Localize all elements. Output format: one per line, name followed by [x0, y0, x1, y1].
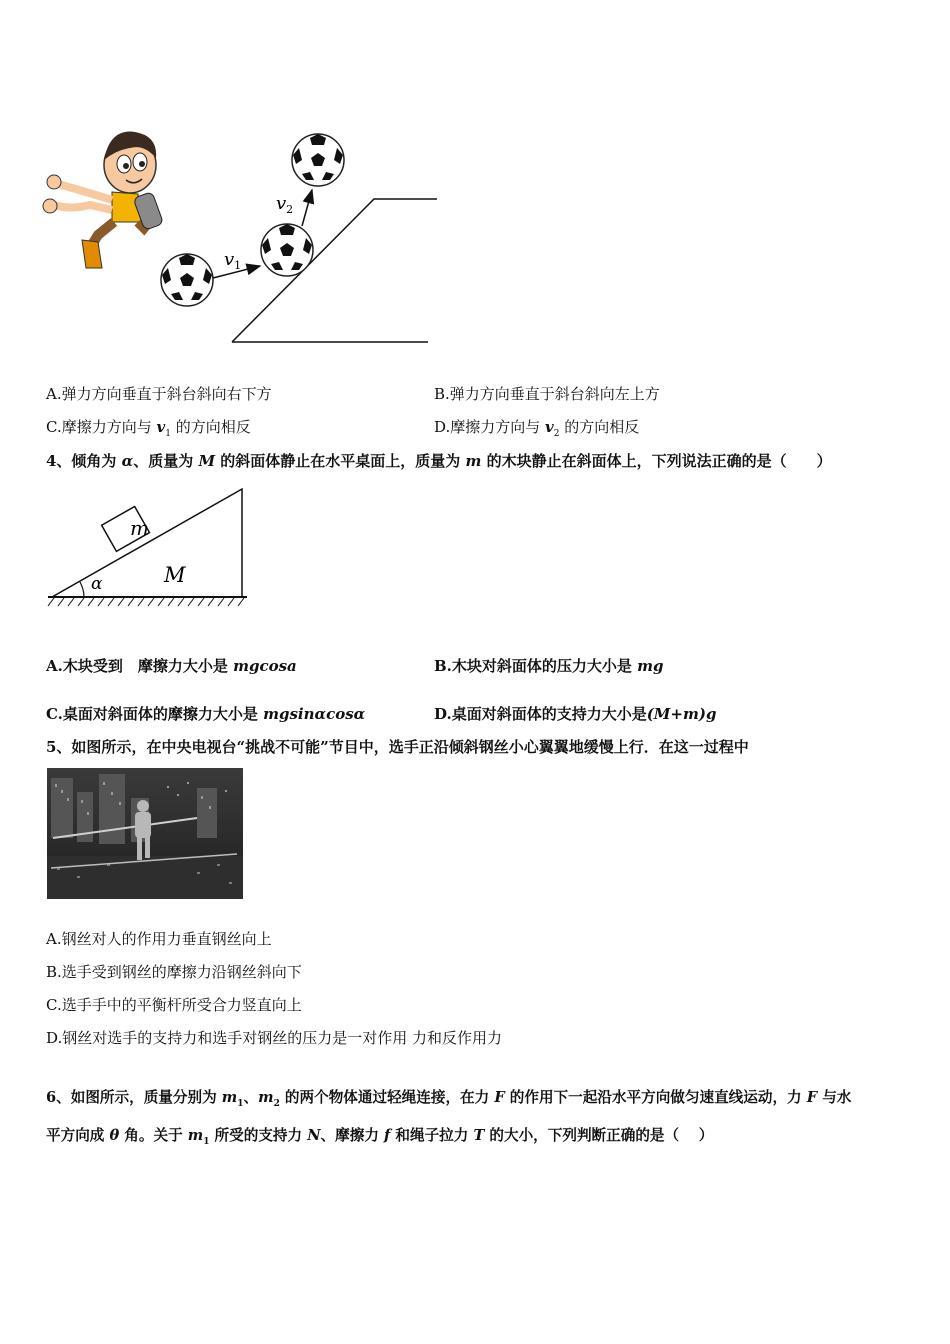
v1-label: v — [224, 249, 235, 270]
q6-l2-f2: 的大小，下列判断正确的是（ ） — [484, 1127, 714, 1144]
q4-option-b-text: B.木块对斜面体的压力大小是 — [434, 657, 638, 675]
block-label: m — [130, 516, 149, 540]
q6-l2-d: 、摩擦力 — [320, 1127, 385, 1144]
q5-option-a: A.钢丝对人的作用力垂直钢丝向上 — [46, 930, 272, 948]
cartoon-boy-illustration — [43, 132, 164, 268]
q3-option-b: B.弹力方向垂直于斜台斜向左上方 — [434, 385, 660, 403]
q4-figure — [46, 485, 251, 610]
incline-outline — [232, 199, 437, 342]
q6-stem-line-2 — [46, 1126, 713, 1152]
angle-label: α — [91, 574, 103, 594]
q6-l1-c: 的两个物体通过轻绳连接，在力 — [279, 1089, 495, 1106]
q4-option-c-expr: mgsinαcosα — [263, 705, 366, 723]
q6-l1-a: 6、如图所示，质量分别为 — [46, 1089, 222, 1106]
q3-option-c-text: C.摩擦力方向与 — [46, 418, 157, 436]
v2-subscript: 2 — [286, 203, 294, 216]
q6-l1-b: 、 — [243, 1089, 259, 1106]
q3-option-c-var: v — [156, 418, 166, 436]
q6-stem-line-1 — [46, 1088, 851, 1114]
q4-option-a — [46, 656, 297, 676]
q6-l1-d: 的作用下一起沿水平方向做匀速直线运动，力 — [504, 1089, 807, 1106]
q6-l2-a: 平方向成 — [46, 1127, 110, 1144]
q6-l2-theta: θ — [109, 1127, 120, 1144]
q4-stem-3: 的斜面体静止在水平桌面上，质量为 — [215, 452, 466, 470]
q6-l2-b: 角。关于 — [119, 1127, 188, 1144]
q4-option-d-expr: (M+m)g — [646, 705, 717, 723]
q3-figure — [40, 110, 460, 355]
q3-option-d — [434, 417, 639, 444]
q3-option-c — [46, 417, 251, 444]
q4-stem-2: 、质量为 — [133, 452, 199, 470]
v2-arrow — [302, 190, 312, 226]
q4-stem-1: 4、倾角为 — [46, 452, 122, 470]
incline-triangle — [52, 489, 242, 597]
svg-text:v1 — [224, 249, 241, 272]
q6-l2-T: T — [473, 1127, 485, 1144]
q4-option-c — [46, 704, 365, 724]
q6-l2-m1: m — [187, 1127, 204, 1144]
q4-stem-M: M — [198, 452, 216, 470]
v2-label: v — [276, 193, 287, 214]
q6-l1-m1-sub: 1 — [237, 1098, 244, 1109]
angle-arc — [80, 582, 84, 597]
q4-option-d-text: D.桌面对斜面体的支持力大小是 — [434, 705, 647, 723]
q5-option-c: C.选手手中的平衡杆所受合力竖直向上 — [46, 996, 302, 1014]
q3-option-c-sub: 1 — [165, 429, 171, 439]
incline-label: M — [164, 563, 186, 587]
q4-option-b-expr: mg — [637, 657, 664, 675]
q3-option-d-sub: 2 — [553, 429, 560, 439]
soccer-ball-3 — [292, 134, 344, 186]
q4-stem-alpha: α — [121, 452, 134, 470]
q4-option-a-text: A.木块受到 摩擦力大小是 — [46, 657, 234, 675]
q6-l2-e: 和绳子拉力 — [390, 1127, 474, 1144]
ground-hatching — [48, 598, 244, 606]
q3-option-d-var: v — [545, 418, 554, 436]
q4-option-c-text: C.桌面对斜面体的摩擦力大小是 — [46, 705, 264, 723]
q3-option-c-tail: 的方向相反 — [170, 418, 251, 436]
q6-l2-N: N — [307, 1127, 321, 1144]
q4-option-a-expr: mgcosa — [233, 657, 297, 675]
q6-l2-c: 所受的支持力 — [209, 1127, 308, 1144]
q6-l1-F2: F — [806, 1089, 818, 1106]
q4-stem — [46, 451, 832, 471]
q6-l1-m2-sub: 2 — [273, 1098, 280, 1109]
q6-l1-e: 与水 — [817, 1089, 852, 1106]
q3-option-d-text: D.摩擦力方向与 — [434, 418, 546, 436]
tightrope-walker-photo — [47, 768, 243, 899]
q3-option-a: A.弹力方向垂直于斜台斜向右下方 — [46, 385, 272, 403]
svg-text:v2 — [276, 193, 293, 216]
q5-option-d: D.钢丝对选手的支持力和选手对钢丝的压力是一对作用 力和反作用力 — [46, 1029, 503, 1047]
q3-option-d-tail: 的方向相反 — [559, 418, 640, 436]
q4-option-d — [434, 704, 716, 724]
q4-option-b — [434, 656, 664, 676]
q5-option-b: B.选手受到钢丝的摩擦力沿钢丝斜向下 — [46, 963, 302, 981]
q6-l2-f: f — [384, 1127, 391, 1144]
soccer-ball-1 — [161, 254, 213, 306]
q4-stem-4: 的木块静止在斜面体上，下列说法正确的是（ ） — [481, 452, 832, 470]
q6-l1-m1: m — [221, 1089, 238, 1106]
q6-l1-m2: m — [258, 1089, 274, 1106]
q4-stem-m: m — [465, 452, 482, 470]
q6-l2-m1-sub: 1 — [203, 1136, 210, 1147]
soccer-ball-2 — [261, 224, 313, 276]
q5-stem: 5、如图所示，在中央电视台“挑战不可能”节目中，选手正沿倾斜钢丝小心翼翼地缓慢上行．在这一过程中 — [46, 738, 749, 756]
v1-subscript: 1 — [234, 259, 242, 272]
q6-l1-F: F — [494, 1089, 505, 1106]
